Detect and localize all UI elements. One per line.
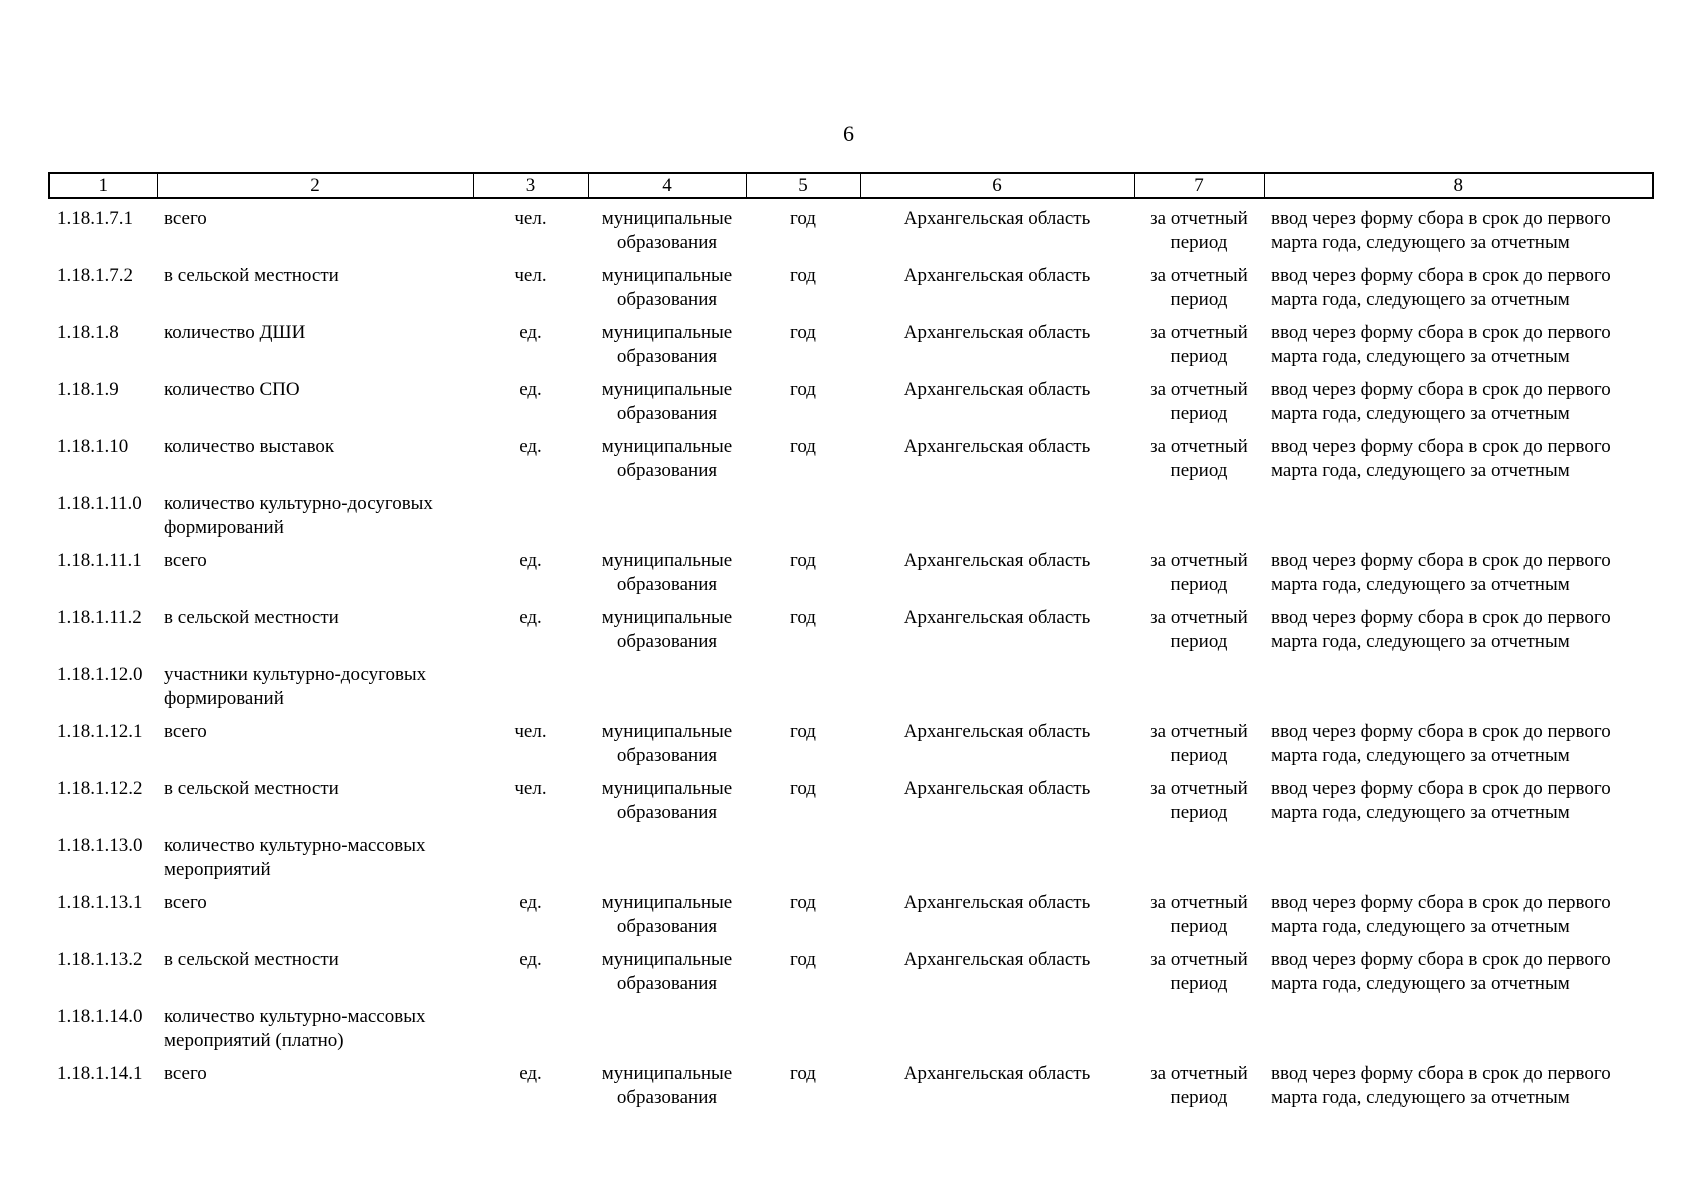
- header-col-2: 2: [157, 173, 473, 198]
- page-number: 6: [843, 121, 854, 146]
- table-row: [49, 606, 1653, 663]
- row-method: [1264, 1005, 1653, 1062]
- row-code: 1.18.1.12.0: [57, 664, 143, 685]
- row-basis: за отчетный период: [1150, 778, 1248, 823]
- row-level: [588, 492, 746, 549]
- table-row: [49, 435, 1653, 492]
- header-col-4: 4: [588, 173, 746, 198]
- row-unit: ед.: [519, 436, 542, 457]
- table-row: [49, 549, 1653, 606]
- row-level: муниципальные образования: [601, 436, 733, 481]
- row-level: муниципальные образования: [601, 265, 733, 310]
- row-name: в сельской местности: [164, 778, 339, 799]
- row-name: количество ДШИ: [164, 322, 306, 343]
- row-name: в сельской местности: [164, 607, 339, 628]
- row-method: ввод через форму сбора в срок до первого марта года, следующего за отчетным: [1271, 892, 1611, 937]
- header-col-6: 6: [860, 173, 1134, 198]
- row-code: 1.18.1.14.1: [57, 1063, 143, 1084]
- row-unit: [473, 663, 588, 720]
- row-level: муниципальные образования: [601, 322, 733, 367]
- row-basis: [1134, 492, 1264, 549]
- row-territory: [860, 1005, 1134, 1062]
- row-level: муниципальные образования: [601, 379, 733, 424]
- row-unit: ед.: [519, 379, 542, 400]
- row-unit: чел.: [514, 721, 547, 742]
- row-name: всего: [164, 1063, 207, 1084]
- row-territory: Архангельская область: [903, 322, 1091, 343]
- row-territory: Архангельская область: [903, 607, 1091, 628]
- row-method: ввод через форму сбора в срок до первого марта года, следующего за отчетным: [1271, 379, 1611, 424]
- header-col-7: 7: [1134, 173, 1264, 198]
- row-unit: [473, 1005, 588, 1062]
- row-unit: ед.: [519, 550, 542, 571]
- row-unit: чел.: [514, 265, 547, 286]
- row-code: 1.18.1.9: [57, 379, 119, 400]
- row-period: [746, 663, 860, 720]
- row-period: год: [790, 949, 816, 970]
- row-name: количество СПО: [164, 379, 300, 400]
- row-period: [746, 492, 860, 549]
- table-header: [49, 173, 1653, 198]
- row-level: муниципальные образования: [601, 1063, 733, 1108]
- table-row: [49, 720, 1653, 777]
- row-code: 1.18.1.8: [57, 322, 119, 343]
- row-unit: ед.: [519, 949, 542, 970]
- row-basis: за отчетный период: [1150, 607, 1248, 652]
- table-body: [49, 198, 1653, 1119]
- row-period: год: [790, 265, 816, 286]
- row-period: год: [790, 436, 816, 457]
- row-territory: Архангельская область: [903, 778, 1091, 799]
- row-name: участники культурно-досуговых формирований: [164, 664, 427, 709]
- row-unit: чел.: [514, 778, 547, 799]
- row-level: [588, 663, 746, 720]
- row-level: муниципальные образования: [601, 721, 733, 766]
- row-period: [746, 1005, 860, 1062]
- row-code: 1.18.1.11.2: [57, 607, 142, 628]
- row-method: ввод через форму сбора в срок до первого марта года, следующего за отчетным: [1271, 778, 1611, 823]
- row-name: количество культурно-массовых мероприятий: [164, 835, 426, 880]
- row-name: всего: [164, 892, 207, 913]
- row-name: в сельской местности: [164, 265, 339, 286]
- row-name: всего: [164, 208, 207, 229]
- row-code: 1.18.1.11.1: [57, 550, 142, 571]
- row-method: ввод через форму сбора в срок до первого марта года, следующего за отчетным: [1271, 607, 1611, 652]
- row-level: [588, 1005, 746, 1062]
- row-method: ввод через форму сбора в срок до первого марта года, следующего за отчетным: [1271, 436, 1611, 481]
- row-period: год: [790, 208, 816, 229]
- row-method: ввод через форму сбора в срок до первого марта года, следующего за отчетным: [1271, 1063, 1611, 1108]
- row-code: 1.18.1.13.0: [57, 835, 143, 856]
- row-name: количество культурно-досуговых формирований: [164, 493, 433, 538]
- row-basis: за отчетный период: [1150, 550, 1248, 595]
- table-row: [49, 777, 1653, 834]
- table-row: [49, 1062, 1653, 1119]
- row-territory: Архангельская область: [903, 1063, 1091, 1084]
- row-basis: [1134, 834, 1264, 891]
- row-unit: ед.: [519, 607, 542, 628]
- row-code: 1.18.1.10: [57, 436, 129, 457]
- row-method: ввод через форму сбора в срок до первого марта года, следующего за отчетным: [1271, 721, 1611, 766]
- header-row: [49, 173, 1653, 198]
- row-level: муниципальные образования: [601, 778, 733, 823]
- row-level: муниципальные образования: [601, 607, 733, 652]
- row-basis: за отчетный период: [1150, 379, 1248, 424]
- header-col-3: 3: [473, 173, 588, 198]
- row-code: 1.18.1.12.2: [57, 778, 143, 799]
- row-unit: ед.: [519, 1063, 542, 1084]
- row-basis: [1134, 663, 1264, 720]
- row-basis: за отчетный период: [1150, 208, 1248, 253]
- row-period: год: [790, 322, 816, 343]
- row-method: ввод через форму сбора в срок до первого марта года, следующего за отчетным: [1271, 265, 1611, 310]
- row-unit: ед.: [519, 892, 542, 913]
- row-period: [746, 834, 860, 891]
- row-code: 1.18.1.13.1: [57, 892, 143, 913]
- row-method: ввод через форму сбора в срок до первого марта года, следующего за отчетным: [1271, 322, 1611, 367]
- table-row: [49, 321, 1653, 378]
- row-name: всего: [164, 721, 207, 742]
- row-period: год: [790, 778, 816, 799]
- row-territory: Архангельская область: [903, 379, 1091, 400]
- table-row: [49, 492, 1653, 549]
- row-basis: за отчетный период: [1150, 265, 1248, 310]
- header-col-1: 1: [49, 173, 157, 198]
- row-name: количество выставок: [164, 436, 335, 457]
- row-unit: [473, 492, 588, 549]
- header-col-8: 8: [1264, 173, 1653, 198]
- row-level: муниципальные образования: [601, 208, 733, 253]
- row-territory: Архангельская область: [903, 949, 1091, 970]
- row-period: год: [790, 607, 816, 628]
- table-row: [49, 378, 1653, 435]
- row-level: муниципальные образования: [601, 550, 733, 595]
- table-row: [49, 891, 1653, 948]
- row-method: [1264, 492, 1653, 549]
- row-territory: Архангельская область: [903, 721, 1091, 742]
- row-territory: Архангельская область: [903, 265, 1091, 286]
- row-basis: за отчетный период: [1150, 721, 1248, 766]
- row-basis: за отчетный период: [1150, 322, 1248, 367]
- row-level: муниципальные образования: [601, 949, 733, 994]
- row-method: ввод через форму сбора в срок до первого марта года, следующего за отчетным: [1271, 949, 1611, 994]
- row-period: год: [790, 1063, 816, 1084]
- row-unit: [473, 834, 588, 891]
- row-period: год: [790, 379, 816, 400]
- table-row: [49, 198, 1653, 264]
- row-period: год: [790, 721, 816, 742]
- row-territory: Архангельская область: [903, 550, 1091, 571]
- row-unit: ед.: [519, 322, 542, 343]
- row-level: [588, 834, 746, 891]
- row-method: ввод через форму сбора в срок до первого марта года, следующего за отчетным: [1271, 550, 1611, 595]
- row-code: 1.18.1.14.0: [57, 1006, 143, 1027]
- table-row: [49, 663, 1653, 720]
- row-method: ввод через форму сбора в срок до первого марта года, следующего за отчетным: [1271, 208, 1611, 253]
- table-row: [49, 834, 1653, 891]
- row-code: 1.18.1.13.2: [57, 949, 143, 970]
- row-code: 1.18.1.7.2: [57, 265, 133, 286]
- row-code: 1.18.1.12.1: [57, 721, 143, 742]
- row-basis: за отчетный период: [1150, 949, 1248, 994]
- row-name: в сельской местности: [164, 949, 339, 970]
- table-row: [49, 264, 1653, 321]
- header-col-5: 5: [746, 173, 860, 198]
- indicator-table: [48, 172, 1654, 1119]
- row-basis: за отчетный период: [1150, 1063, 1248, 1108]
- row-method: [1264, 834, 1653, 891]
- row-territory: Архангельская область: [903, 892, 1091, 913]
- row-period: год: [790, 892, 816, 913]
- row-basis: за отчетный период: [1150, 436, 1248, 481]
- row-code: 1.18.1.11.0: [57, 493, 142, 514]
- row-basis: [1134, 1005, 1264, 1062]
- row-name: всего: [164, 550, 207, 571]
- row-basis: за отчетный период: [1150, 892, 1248, 937]
- row-territory: [860, 492, 1134, 549]
- table-row: [49, 1005, 1653, 1062]
- row-territory: Архангельская область: [903, 208, 1091, 229]
- row-code: 1.18.1.7.1: [57, 208, 133, 229]
- row-period: год: [790, 550, 816, 571]
- row-territory: [860, 834, 1134, 891]
- row-unit: чел.: [514, 208, 547, 229]
- row-territory: Архангельская область: [903, 436, 1091, 457]
- row-name: количество культурно-массовых мероприятий (платно): [164, 1006, 426, 1051]
- row-territory: [860, 663, 1134, 720]
- row-method: [1264, 663, 1653, 720]
- row-level: муниципальные образования: [601, 892, 733, 937]
- table-row: [49, 948, 1653, 1005]
